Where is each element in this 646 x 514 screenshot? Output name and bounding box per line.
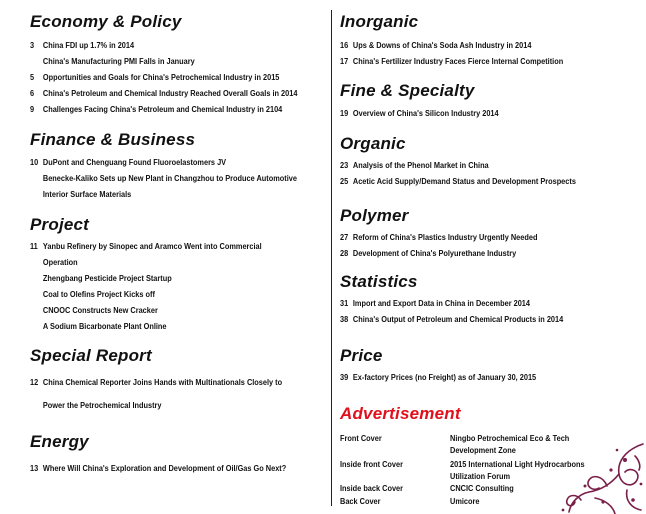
toc-entry[interactable] xyxy=(340,233,537,243)
toc-entry[interactable] xyxy=(340,161,489,171)
entry-title: Zhengbang Pesticide Project Startup xyxy=(42,274,172,283)
advertisement-position: Inside front Cover xyxy=(340,460,403,469)
page-number: 3 xyxy=(30,41,35,50)
toc-entry[interactable] xyxy=(340,109,499,119)
page-number: 19 xyxy=(340,109,349,118)
toc-entry[interactable] xyxy=(340,299,530,309)
section-heading-finance: Finance & Business xyxy=(30,130,196,149)
page-number: 25 xyxy=(340,177,349,186)
page-number: 27 xyxy=(340,233,349,242)
entry-title: Overview of China's Silicon Industry 2014 xyxy=(352,109,499,118)
toc-entry[interactable] xyxy=(30,57,195,67)
page-number: 39 xyxy=(340,373,349,382)
toc-entry[interactable] xyxy=(340,41,531,51)
section-heading-statistics: Statistics xyxy=(340,272,418,291)
entry-title: Import and Export Data in China in December 2014 xyxy=(352,299,530,308)
advertiser-name: Development Zone xyxy=(450,446,516,455)
entry-title: China's Manufacturing PMI Falls in January xyxy=(42,57,195,66)
toc-entry[interactable] xyxy=(30,290,155,300)
entry-title: Ex-factory Prices (no Freight) as of January 30, 2015 xyxy=(352,373,537,382)
entry-title: A Sodium Bicarbonate Plant Online xyxy=(42,322,167,331)
advertisement-position: Front Cover xyxy=(340,434,382,443)
toc-entry[interactable] xyxy=(30,464,286,474)
entry-title: Opportunities and Goals for China's Petrochemical Industry in 2015 xyxy=(42,73,280,82)
entry-title: China's Fertilizer Industry Faces Fierce Internal Competition xyxy=(352,57,564,66)
toc-entry[interactable] xyxy=(30,158,226,168)
entry-title: China FDI up 1.7% in 2014 xyxy=(42,41,135,50)
toc-entry[interactable] xyxy=(30,401,162,411)
page-number: 9 xyxy=(30,105,35,114)
advertisement-position: Back Cover xyxy=(340,497,381,506)
advertiser-name: CNCIC Consulting xyxy=(450,484,514,493)
toc-entry[interactable] xyxy=(30,190,131,200)
entry-title: Development of China's Polyurethane Industry xyxy=(352,249,517,258)
toc-entry[interactable] xyxy=(340,249,516,259)
section-heading-special: Special Report xyxy=(30,346,152,365)
entry-title: China's Petroleum and Chemical Industry Reached Overall Goals in 2014 xyxy=(42,89,298,98)
section-heading-economy: Economy & Policy xyxy=(30,12,182,31)
entry-title: Power the Petrochemical Industry xyxy=(42,401,162,410)
entry-title: China Chemical Reporter Joins Hands with Multinationals Closely to xyxy=(42,378,283,387)
section-heading-fine: Fine & Specialty xyxy=(340,81,475,100)
page-number: 16 xyxy=(340,41,349,50)
toc-entry[interactable] xyxy=(30,242,262,252)
entry-title: Interior Surface Materials xyxy=(42,190,132,199)
toc-entry[interactable] xyxy=(30,41,134,51)
page-number: 5 xyxy=(30,73,35,82)
page-number: 28 xyxy=(340,249,349,258)
entry-title: Reform of China's Plastics Industry Urgently Needed xyxy=(352,233,538,242)
entry-title: Challenges Facing China's Petroleum and Chemical Industry in 2104 xyxy=(42,105,283,114)
entry-title: DuPont and Chenguang Found Fluoroelastomers JV xyxy=(42,158,227,167)
advertisement-position: Inside back Cover xyxy=(340,484,404,493)
toc-entry[interactable] xyxy=(340,57,563,67)
section-heading-polymer: Polymer xyxy=(340,206,409,225)
entry-title: Coal to Olefins Project Kicks off xyxy=(42,290,155,299)
floral-ornament-icon xyxy=(555,440,645,514)
page-number: 38 xyxy=(340,315,349,324)
toc-entry[interactable] xyxy=(30,322,167,332)
page-number: 12 xyxy=(30,378,39,387)
entry-title: China's Output of Petroleum and Chemical Products in 2014 xyxy=(352,315,564,324)
entry-title: Where Will China's Exploration and Development of Oil/Gas Go Next? xyxy=(42,464,287,473)
advertiser-name: Umicore xyxy=(450,497,480,506)
entry-title: Ups & Downs of China's Soda Ash Industry in 2014 xyxy=(352,41,532,50)
toc-entry[interactable] xyxy=(30,378,282,388)
toc-entry[interactable] xyxy=(340,373,536,383)
entry-title: Yanbu Refinery by Sinopec and Aramco Went into Commercial xyxy=(42,242,262,251)
page-number: 10 xyxy=(30,158,39,167)
advertiser-name: Utilization Forum xyxy=(450,472,511,481)
toc-entry[interactable] xyxy=(30,306,158,316)
advertiser-name: 2015 International Light Hydrocarbons xyxy=(450,460,585,469)
toc-entry[interactable] xyxy=(30,174,297,184)
section-heading-project: Project xyxy=(30,215,90,234)
column-divider xyxy=(331,10,332,506)
section-heading-organic: Organic xyxy=(340,134,406,153)
toc-entry[interactable] xyxy=(30,274,172,284)
entry-title: Acetic Acid Supply/Demand Status and Development Prospects xyxy=(352,177,576,186)
page-number: 6 xyxy=(30,89,35,98)
advertiser-name: Ningbo Petrochemical Eco & Tech xyxy=(450,434,570,443)
page-number: 23 xyxy=(340,161,349,170)
toc-entry[interactable] xyxy=(340,177,576,187)
section-heading-energy: Energy xyxy=(30,432,89,451)
page-number: 17 xyxy=(340,57,349,66)
entry-title: Operation xyxy=(42,258,78,267)
toc-entry[interactable] xyxy=(30,73,279,83)
entry-title: Analysis of the Phenol Market in China xyxy=(352,161,489,170)
toc-entry[interactable] xyxy=(30,258,78,268)
page-number: 13 xyxy=(30,464,39,473)
toc-entry[interactable] xyxy=(340,315,563,325)
section-heading-advertisement: Advertisement xyxy=(340,404,461,423)
toc-entry[interactable] xyxy=(30,105,282,115)
page-number: 11 xyxy=(30,242,38,251)
section-heading-inorganic: Inorganic xyxy=(340,12,419,31)
entry-title: Benecke-Kaliko Sets up New Plant in Changzhou to Produce Automotive xyxy=(42,174,297,183)
page-number: 31 xyxy=(340,299,349,308)
toc-entry[interactable] xyxy=(30,89,297,99)
section-heading-price: Price xyxy=(340,346,383,365)
entry-title: CNOOC Constructs New Cracker xyxy=(42,306,158,315)
